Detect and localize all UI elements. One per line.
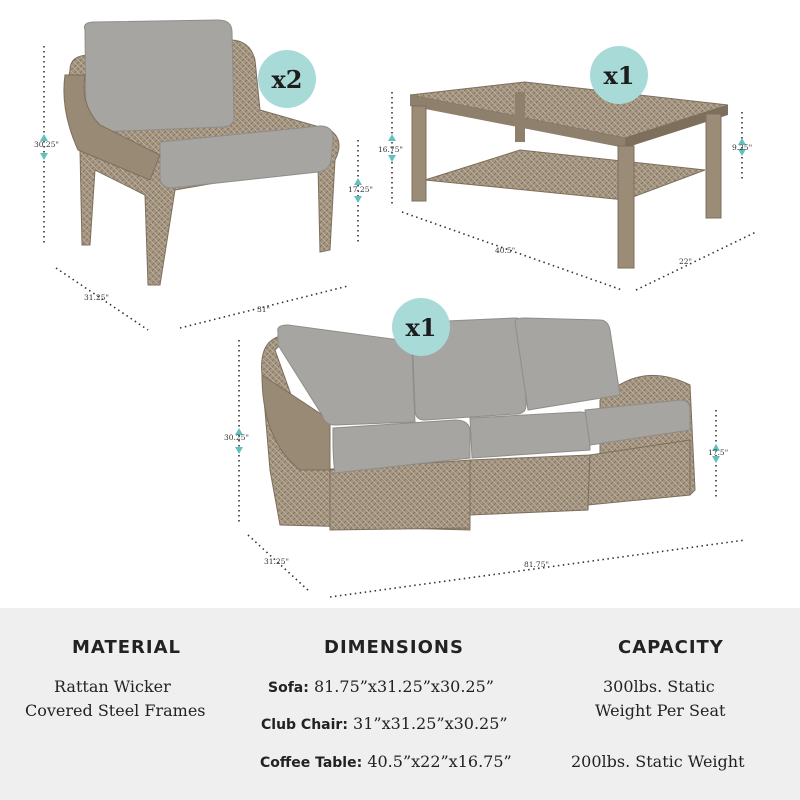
chair-dimensions-value: 31”x31.25”x30.25” — [353, 714, 508, 733]
capacity-line-3: 200lbs. Static Weight — [571, 752, 745, 771]
sofa-seat-height-label: 17.5" — [708, 448, 729, 457]
table-dimensions — [260, 752, 512, 771]
sofa-quantity-badge: x1 — [392, 298, 450, 356]
material-line-1: Rattan Wicker — [54, 677, 171, 696]
chair-height-label: 30.25" — [34, 140, 59, 149]
table-height-label: 16.75" — [378, 145, 403, 154]
sofa-dimensions-value: 81.75”x31.25”x30.25” — [313, 677, 494, 696]
capacity-line-1: 300lbs. Static — [603, 677, 715, 696]
chair-width-label: 31" — [257, 305, 270, 314]
spec-panel — [0, 608, 800, 800]
material-title: MATERIAL — [72, 637, 181, 658]
capacity-line-2: Weight Per Seat — [595, 701, 726, 720]
table-dimensions-label: Coffee Table: — [260, 755, 363, 771]
sofa — [262, 318, 695, 530]
chair-quantity-badge: x2 — [258, 50, 316, 108]
sofa-height-label: 30.25" — [224, 433, 249, 442]
table-width-label: 22" — [679, 257, 692, 266]
capacity-title: CAPACITY — [618, 637, 724, 658]
chair-dimensions — [261, 714, 508, 733]
sofa-dimensions — [268, 677, 494, 696]
table-dimensions-value: 40.5”x22”x16.75” — [367, 752, 512, 771]
sofa-width-label: 81.75" — [524, 560, 549, 569]
sofa-depth-label: 31.25" — [264, 557, 289, 566]
table-length-label: 40.5" — [495, 246, 516, 255]
chair-depth-label: 31.25" — [84, 293, 109, 302]
material-line-2: Covered Steel Frames — [25, 701, 206, 720]
chair-seat-height-label: 17.25" — [348, 185, 373, 194]
table-quantity-badge: x1 — [590, 46, 648, 104]
sofa-dimensions-label: Sofa: — [268, 680, 309, 696]
coffee-table — [410, 82, 728, 268]
chair-dimensions-label: Club Chair: — [261, 717, 348, 733]
dimensions-title: DIMENSIONS — [324, 637, 464, 658]
table-shelf-height-label: 9.25" — [732, 143, 753, 152]
